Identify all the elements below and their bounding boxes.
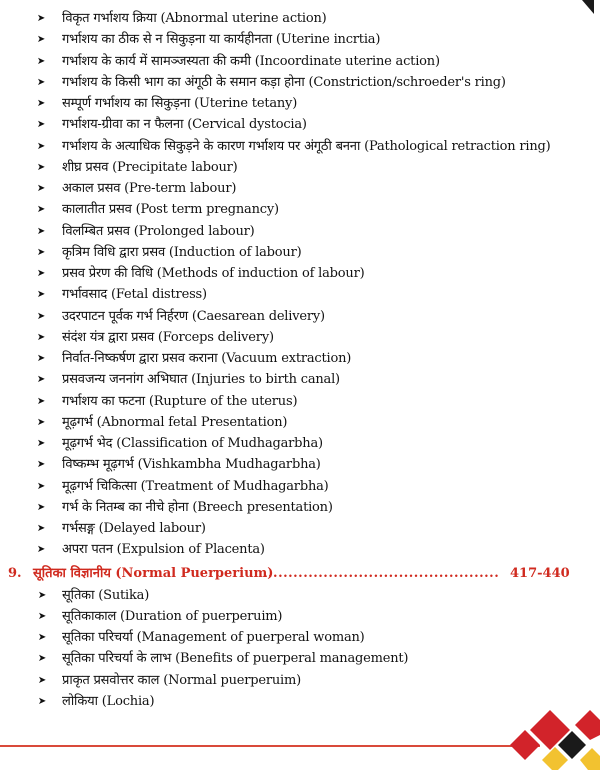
section-leader-dots: ............................................... xyxy=(263,565,500,581)
toc-entry-text[interactable]: विकृत गर्भाशय क्रिया (Abnormal uterine action) xyxy=(62,11,327,26)
arrow-bullet-icon: ➤ xyxy=(36,374,46,386)
toc-entry[interactable] xyxy=(0,627,600,648)
toc-entry[interactable] xyxy=(0,93,600,114)
toc-entry-text[interactable]: मूढ़गर्भ (Abnormal fetal Presentation) xyxy=(62,414,288,430)
toc-entry[interactable] xyxy=(0,263,600,284)
toc-entry-text[interactable]: निर्वात-निष्कर्षण द्वारा प्रसव कराना (Vacuum extraction) xyxy=(62,351,352,366)
arrow-bullet-icon: ➤ xyxy=(36,246,46,258)
arrow-bullet-icon: ➤ xyxy=(36,34,46,46)
toc-entry-text[interactable]: लोकिया (Lochia) xyxy=(62,693,155,709)
toc-entry-text[interactable]: सूतिका परिचर्या (Management of puerperal woman) xyxy=(62,630,365,645)
toc-entry[interactable] xyxy=(0,157,600,178)
toc-entry-text[interactable]: प्रसव प्रेरण की विधि (Methods of induction of labour) xyxy=(62,266,365,281)
section-heading[interactable] xyxy=(0,562,600,585)
toc-entry[interactable] xyxy=(0,369,600,390)
toc-entry[interactable] xyxy=(0,306,600,327)
toc-entry-text[interactable]: विष्कम्भ मूढ़गर्भ (Vishkambha Mudhagarbha) xyxy=(62,457,321,473)
toc-entry-text[interactable]: सूतिका (Sutika) xyxy=(62,587,150,603)
toc-entry-text[interactable]: गर्भ के नितम्ब का नीचे होना (Breech presentation) xyxy=(62,499,333,515)
arrow-bullet-icon: ➤ xyxy=(36,331,46,343)
toc-entry-text[interactable]: अपरा पतन (Expulsion of Placenta) xyxy=(62,542,265,558)
toc-entry-text[interactable]: कृत्रिम विधि द्वारा प्रसव (Induction of labour) xyxy=(62,244,302,260)
section-page-range[interactable]: 417-440 xyxy=(510,565,570,581)
toc-entry-text[interactable]: प्राकृत प्रसवोत्तर काल (Normal puerperuim) xyxy=(62,672,302,688)
toc-entry-text[interactable]: शीघ्र प्रसव (Precipitate labour) xyxy=(62,159,238,175)
arrow-bullet-icon: ➤ xyxy=(36,416,46,428)
arrow-bullet-icon: ➤ xyxy=(36,480,46,492)
toc-entry-text[interactable]: गर्भसङ्ग (Delayed labour) xyxy=(62,521,206,536)
arrow-bullet-icon: ➤ xyxy=(36,501,46,513)
toc-entry[interactable] xyxy=(0,284,600,305)
footer-rule xyxy=(0,745,540,747)
toc-entry[interactable] xyxy=(0,348,600,369)
arrow-bullet-icon: ➤ xyxy=(36,204,46,216)
arrow-bullet-icon: ➤ xyxy=(36,544,46,556)
arrow-bullet-icon: ➤ xyxy=(36,395,46,407)
toc-entry-text[interactable]: विलम्बित प्रसव (Prolonged labour) xyxy=(62,223,255,239)
toc-entry[interactable] xyxy=(0,497,600,518)
arrow-bullet-icon: ➤ xyxy=(36,225,46,237)
arrow-bullet-icon: ➤ xyxy=(36,13,46,24)
toc-entry[interactable] xyxy=(0,114,600,135)
toc-entry[interactable] xyxy=(0,8,600,29)
toc-entry-text[interactable]: गर्भावसाद (Fetal distress) xyxy=(62,287,207,303)
arrow-bullet-icon: ➤ xyxy=(37,632,47,643)
toc-entry[interactable] xyxy=(0,518,600,539)
arrow-bullet-icon: ➤ xyxy=(36,119,46,131)
arrow-bullet-icon: ➤ xyxy=(36,140,46,152)
toc-entry[interactable] xyxy=(0,136,600,157)
arrow-bullet-icon: ➤ xyxy=(36,459,46,471)
toc-entry[interactable] xyxy=(0,178,600,199)
toc-entry-text[interactable]: सूतिका परिचर्या के लाभ (Benefits of puerperal management) xyxy=(62,651,409,667)
section-items-group xyxy=(0,585,600,713)
toc-entry[interactable] xyxy=(0,29,600,50)
toc-list xyxy=(0,8,600,712)
toc-entry-text[interactable]: सम्पूर्ण गर्भाशय का सिकुड़ना (Uterine tetany) xyxy=(62,96,298,111)
arrow-bullet-icon: ➤ xyxy=(36,523,46,534)
arrow-bullet-icon: ➤ xyxy=(37,610,47,622)
toc-entry-text[interactable]: गर्भाशय-ग्रीवा का न फैलना (Cervical dystocia) xyxy=(62,117,307,133)
toc-entry[interactable] xyxy=(0,221,600,242)
toc-entry[interactable] xyxy=(0,606,600,627)
toc-entry[interactable] xyxy=(0,585,600,606)
toc-entry-text[interactable]: मूढ़गर्भ चिकित्सा (Treatment of Mudhagarbha) xyxy=(62,478,329,494)
arrow-bullet-icon: ➤ xyxy=(36,353,46,364)
toc-entry[interactable] xyxy=(0,670,600,691)
deco-diamond-red-right xyxy=(575,710,600,740)
toc-entry-text[interactable]: सूतिकाकाल (Duration of puerperuim) xyxy=(62,608,283,624)
arrow-bullet-icon: ➤ xyxy=(36,310,46,322)
arrow-bullet-icon: ➤ xyxy=(37,674,47,686)
toc-entry[interactable] xyxy=(0,51,600,72)
toc-entry-text[interactable]: संदंश यंत्र द्वारा प्रसव (Forceps delivery) xyxy=(62,329,274,345)
toc-entry-text[interactable]: मूढ़गर्भ भेद (Classification of Mudhagarbha) xyxy=(62,436,323,451)
arrow-bullet-icon: ➤ xyxy=(36,98,46,109)
toc-entry-text[interactable]: गर्भाशय का फटना (Rupture of the uterus) xyxy=(62,393,298,409)
toc-entry-text[interactable]: गर्भाशय के अत्याधिक सिकुड़ने के कारण गर्भाशय पर अंगूठी बनना (Pathological retraction ring) xyxy=(62,138,551,154)
toc-entry[interactable] xyxy=(0,72,600,93)
deco-diamond-yellow-right xyxy=(580,748,600,770)
toc-entry[interactable] xyxy=(0,433,600,454)
footer-diamond-decoration xyxy=(480,705,600,770)
toc-entry[interactable] xyxy=(0,242,600,263)
arrow-bullet-icon: ➤ xyxy=(37,695,47,707)
section-number: 9. xyxy=(8,565,22,581)
toc-entry-text[interactable]: गर्भाशय के किसी भाग का अंगूठी के समान कड़ा होना (Constriction/schroeder's ring) xyxy=(62,74,506,90)
section-title[interactable]: सूतिका विज्ञानीय (Normal Puerperium) xyxy=(33,565,274,581)
toc-entry[interactable] xyxy=(0,412,600,433)
arrow-bullet-icon: ➤ xyxy=(36,55,46,67)
arrow-bullet-icon: ➤ xyxy=(36,76,46,88)
toc-entry-text[interactable]: कालातीत प्रसव (Post term pregnancy) xyxy=(62,202,279,218)
toc-entry-text[interactable]: गर्भाशय के कार्य में सामञ्जस्यता की कमी (Incoordinate uterine action) xyxy=(62,53,440,69)
toc-entry[interactable] xyxy=(0,327,600,348)
toc-entry[interactable] xyxy=(0,391,600,412)
toc-entry[interactable] xyxy=(0,539,600,560)
toc-entry[interactable] xyxy=(0,454,600,475)
arrow-bullet-icon: ➤ xyxy=(37,653,47,665)
arrow-bullet-icon: ➤ xyxy=(36,289,46,301)
arrow-bullet-icon: ➤ xyxy=(36,183,46,194)
arrow-bullet-icon: ➤ xyxy=(36,268,46,279)
toc-items-group xyxy=(0,8,600,561)
toc-entry[interactable] xyxy=(0,476,600,497)
toc-entry-text[interactable]: प्रसवजन्य जननांग अभिघात (Injuries to birth canal) xyxy=(62,372,340,388)
toc-entry-text[interactable]: अकाल प्रसव (Pre-term labour) xyxy=(62,181,237,196)
arrow-bullet-icon: ➤ xyxy=(37,589,47,601)
toc-entry-text[interactable]: गर्भाशय का ठीक से न सिकुड़ना या कार्यहीनता (Uterine incrtia) xyxy=(62,32,381,48)
arrow-bullet-icon: ➤ xyxy=(36,161,46,173)
toc-entry-text[interactable]: उदरपाटन पूर्वक गर्भ निर्हरण (Caesarean delivery) xyxy=(62,308,325,324)
toc-entry[interactable] xyxy=(0,648,600,669)
arrow-bullet-icon: ➤ xyxy=(36,438,46,449)
toc-entry[interactable] xyxy=(0,199,600,220)
